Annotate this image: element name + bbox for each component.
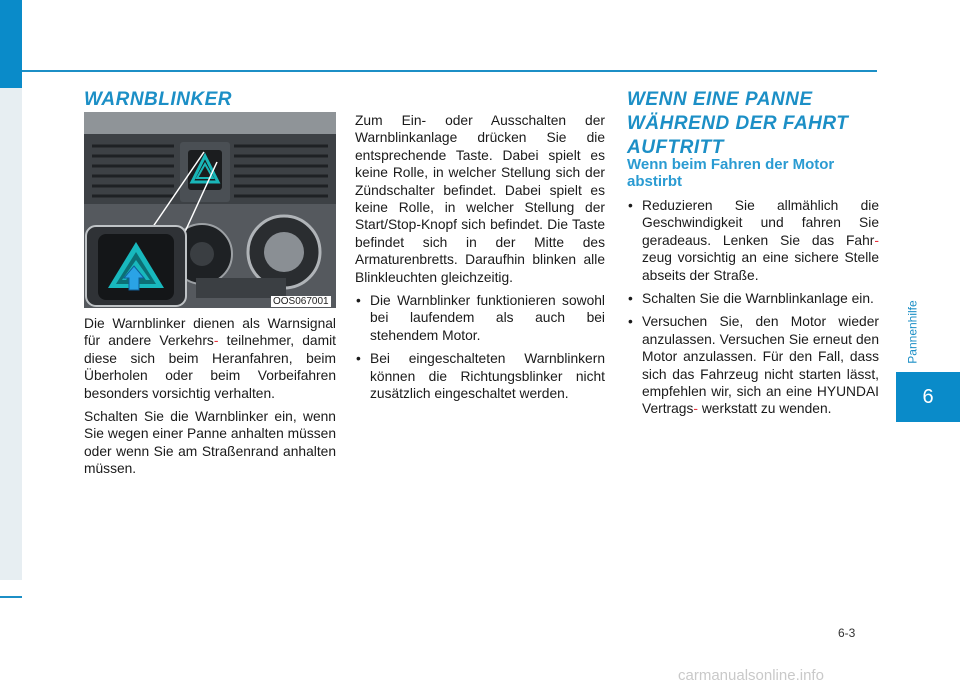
warnblinker-paragraph-2: Schalten Sie die Warnblinker ein, wenn Sie wegen einer Panne anhalten müssen oder wenn Sie am Straßenrand anhalten müssen. (84, 409, 336, 477)
warnblinker-paragraph-1: Die Warnblinker dienen als Warnsignal für andere Verkehrs- teilnehmer, damit diese sich beim Heranfahren, beim Überholen oder beim Vorbeifahren besonders vorsichtig verhalten. (84, 316, 336, 401)
left-rail-accent (0, 0, 22, 88)
list-item: • Versuchen Sie, den Motor wieder anzulassen. Versuchen Sie erneut den Motor anzulassen. Für den Fall, dass sich das Fahrzeug nicht starten lässt, empfehlen wir, sich an eine HYUNDAI Vertrags- werkstatt zu wenden. (627, 313, 879, 417)
hazard-switch-paragraph: Zum Ein- oder Ausschalten der Warnblinkanlage drücken Sie die entsprechende Taste. Dabei spielt es keine Rolle, in welcher Stellung sich der Zündschalter befindet. Dabei spielt es keine Rolle, in welcher Stellung der Start/Stop-Knopf sich befindet. Die Taste befindet sich in der Mitte des Armaturenbretts. Daraufhin blinken alle Blinkleuchten gleichzeitig. (355, 113, 605, 285)
section-heading-panne: WENN EINE PANNE WÄHREND DER FAHRT AUFTRITT (627, 89, 849, 158)
list-item: • Schalten Sie die Warnblinkanlage ein. (627, 290, 879, 307)
chapter-label-text: Pannenhilfe (906, 300, 921, 364)
middle-column-text (355, 112, 605, 409)
figure-code: OOS067001 (273, 296, 329, 307)
right-column-text (627, 197, 879, 424)
left-rail-line (0, 596, 22, 598)
breakdown-steps-list (627, 197, 879, 418)
dashboard-illustration (84, 112, 336, 308)
list-item: • Die Warnblinker funktionieren sowohl bei laufendem als auch bei stehendem Motor. (355, 292, 605, 344)
chapter-label (898, 302, 928, 362)
watermark: carmanualsonline.info (678, 667, 824, 684)
subheading-motor-abstirbt: Wenn beim Fahren der Motor abstirbt (627, 156, 835, 190)
left-column-text (84, 315, 336, 484)
chapter-tab[interactable] (896, 372, 960, 422)
list-item: • Reduzieren Sie allmählich die Geschwindigkeit und fahren Sie geradeaus. Lenken Sie das Fahr- zeug vorsichtig an eine sichere Stelle abseits der Straße. (627, 197, 879, 284)
list-item: • Bei eingeschalteten Warnblinkern können die Richtungsblinker nicht zusätzlich eingeschaltet werden. (355, 350, 605, 402)
hazard-switch-figure (84, 112, 336, 308)
header-rule (22, 70, 877, 72)
chapter-number: 6 (922, 385, 934, 408)
hazard-notes-list (355, 292, 605, 402)
page-number: 6-3 (838, 626, 856, 640)
section-heading-warnblinker: WARNBLINKER (84, 89, 232, 110)
